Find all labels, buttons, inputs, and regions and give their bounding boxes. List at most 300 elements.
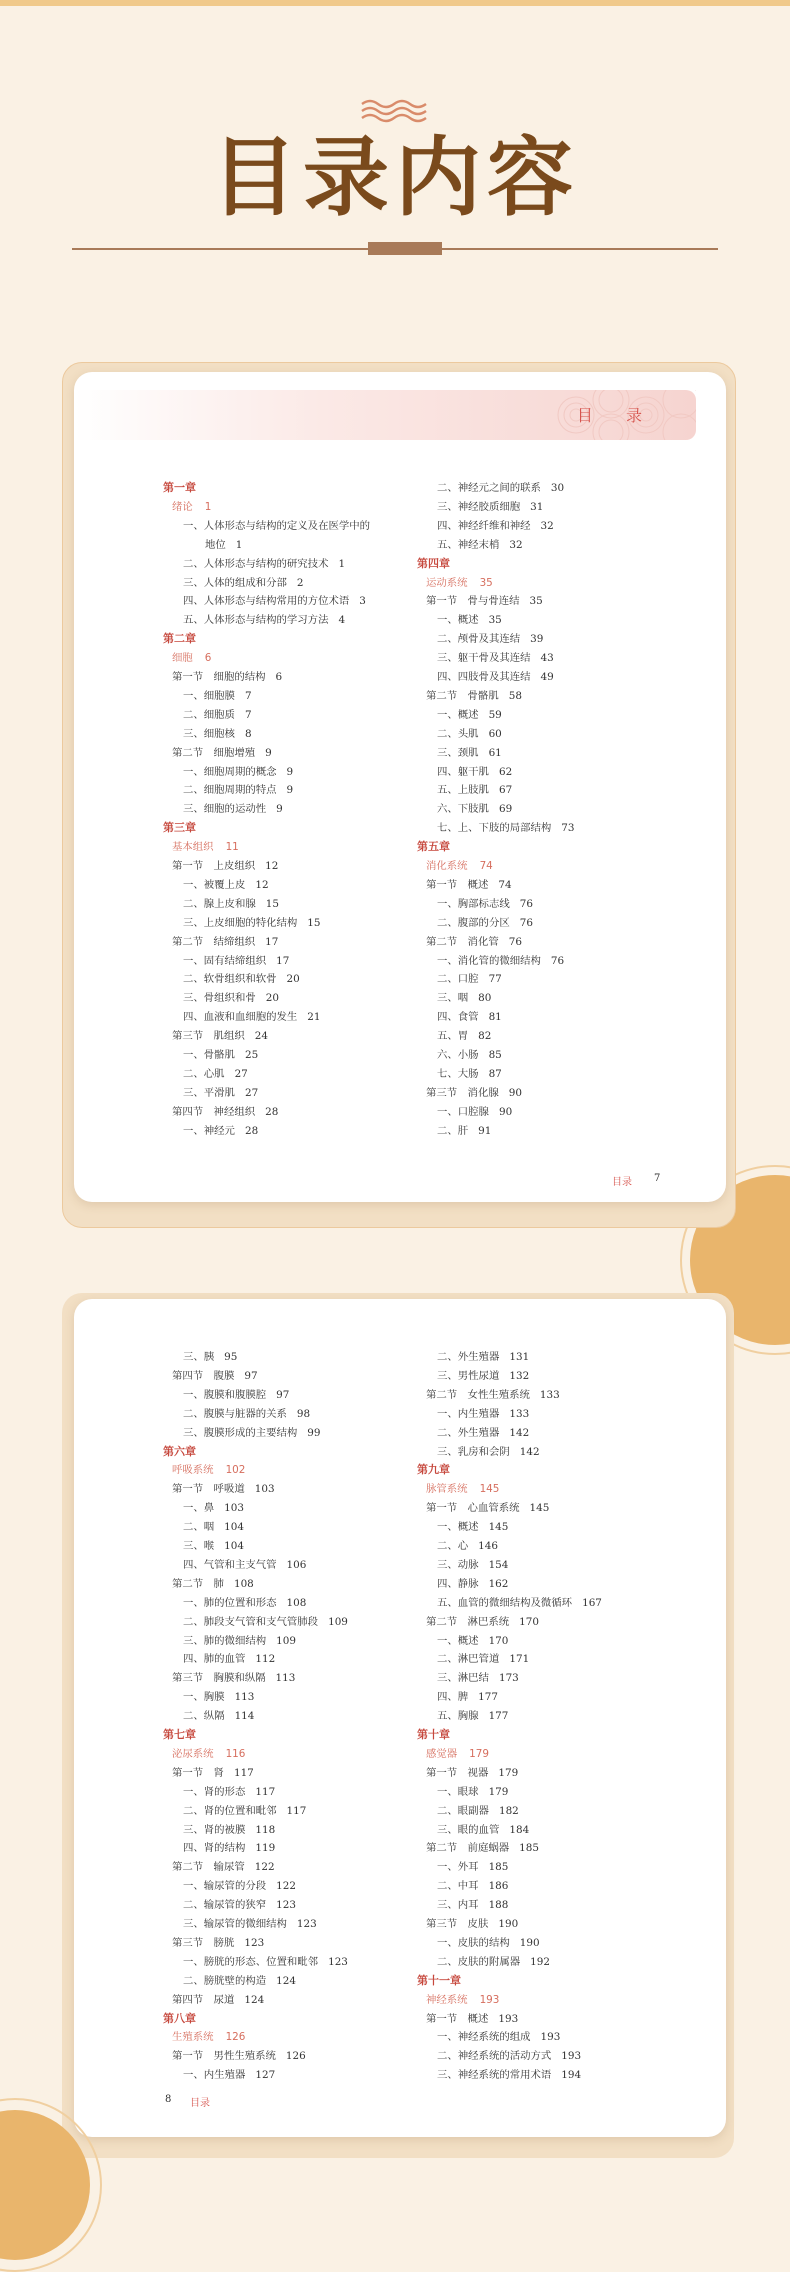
toc-page-number: 173 — [498, 1672, 519, 1685]
toc-item — [437, 1518, 508, 1537]
page-number: 7 — [654, 1173, 661, 1184]
toc-system — [426, 857, 493, 876]
toc-page-number: 91 — [478, 1124, 492, 1137]
toc-entry-title: 三、肺的微细结构 — [183, 1634, 267, 1647]
toc-item — [437, 1650, 529, 1669]
toc-page-number: 184 — [509, 1823, 530, 1836]
toc-entry-title: 四、人体形态与结构常用的方位术语 — [183, 595, 350, 608]
toc-page-number: 24 — [254, 1030, 268, 1043]
toc-page-number: 15 — [307, 916, 321, 929]
toc-entry-title: 第二节 输尿管 — [172, 1861, 245, 1874]
toc-page-number: 179 — [498, 1766, 519, 1779]
toc-page-number: 123 — [328, 1955, 348, 1968]
toc-page-number: 133 — [509, 1407, 530, 1420]
toc-entry-title: 五、上肢肌 — [437, 784, 489, 797]
toc-entry-title: 第九章 — [417, 1463, 450, 1477]
toc-entry-title: 三、人体的组成和分部 — [183, 576, 287, 589]
toc-entry-title: 一、肺的位置和形态 — [183, 1596, 277, 1609]
toc-item — [183, 706, 252, 725]
toc-page-number: 190 — [498, 1918, 519, 1930]
toc-chapter — [163, 819, 196, 838]
toc-item — [183, 763, 293, 782]
toc-page-number: 32 — [540, 519, 554, 532]
toc-entry-title: 四、血液和血细胞的发生 — [183, 1011, 298, 1024]
toc-page-number: 133 — [539, 1388, 560, 1401]
toc-page-number: 73 — [561, 822, 575, 835]
toc-system — [172, 1745, 245, 1764]
toc-page-number: 25 — [244, 1049, 259, 1061]
toc-item — [183, 970, 300, 989]
toc-page-number: 177 — [478, 1691, 499, 1704]
footer-label: 目录 — [612, 1177, 632, 1188]
toc-page-number: 17 — [276, 954, 290, 967]
toc-entry-title: 四、四肢骨及其连结 — [437, 671, 531, 683]
toc-entry-title: 第三节 皮肤 — [426, 1918, 489, 1930]
toc-item — [437, 1405, 529, 1424]
toc-page-number: 61 — [488, 746, 502, 759]
toc-page-number: 193 — [479, 1993, 500, 2006]
toc-item — [437, 2066, 581, 2085]
toc-item — [183, 1556, 306, 1575]
toc-page-number: 12 — [255, 878, 269, 891]
toc-item — [183, 1594, 306, 1613]
toc-item — [437, 1537, 498, 1556]
toc-entry-title: 二、头肌 — [437, 727, 479, 740]
toc-entry-title: 三、躯干骨及其连结 — [437, 652, 531, 665]
toc-entry-title: 一、内生殖器 — [183, 2069, 246, 2082]
toc-page-number: 97 — [244, 1369, 258, 1382]
toc-page-number: 104 — [224, 1540, 245, 1552]
toc-section — [172, 933, 278, 952]
toc-entry-title: 一、固有结缔组织 — [183, 954, 267, 967]
toc-entry-title: 消化系统 — [426, 860, 468, 872]
toc-entry-title: 三、动脉 — [437, 1558, 479, 1571]
toc-page-number: 122 — [254, 1861, 275, 1874]
toc-entry-title: 三、颈肌 — [437, 746, 479, 759]
wave-ornament-icon — [360, 98, 430, 124]
toc-item — [183, 1953, 348, 1972]
toc-entry-title: 三、骨组织和骨 — [183, 992, 256, 1005]
toc-page-number: 9 — [276, 803, 283, 816]
toc-item — [437, 498, 543, 517]
toc-entry-title: 二、咽 — [183, 1521, 215, 1534]
hero-divider-bar — [368, 242, 442, 255]
toc-item — [437, 1707, 508, 1726]
toc-entry-title: 三、肾的被膜 — [183, 1823, 246, 1836]
toc-entry-title: 二、膀胱壁的构造 — [183, 1974, 267, 1987]
toc-page-number: 126 — [285, 2050, 306, 2063]
toc-entry-title: 二、外生殖器 — [437, 1426, 500, 1439]
toc-item — [183, 876, 269, 895]
toc-page-number: 9 — [286, 765, 294, 778]
toc-entry-title: 二、腹膜与脏器的关系 — [183, 1407, 287, 1420]
toc-page-number: 80 — [478, 992, 492, 1005]
toc-section — [426, 1915, 518, 1934]
footer-label: 目录 — [190, 2098, 210, 2109]
toc-page-number: 154 — [488, 1558, 509, 1571]
toc-page-number: 142 — [519, 1445, 540, 1458]
toc-entry-title: 二、细胞质 — [183, 708, 235, 721]
toc-page-number: 170 — [488, 1634, 509, 1647]
toc-item — [437, 536, 523, 555]
toc-entry-title: 二、纵隔 — [183, 1710, 225, 1723]
toc-entry-title: 第三节 肌组织 — [172, 1030, 245, 1043]
toc-section — [172, 1764, 254, 1783]
toc-page-number: 62 — [498, 765, 513, 778]
toc-entry-title: 六、小肠 — [437, 1049, 479, 1061]
toc-page-number: 8 — [244, 727, 252, 740]
toc-section — [172, 2047, 306, 2066]
toc-page-number: 69 — [498, 803, 513, 816]
toc-section — [426, 687, 522, 706]
toc-page-number: 28 — [244, 1124, 259, 1137]
toc-chapter — [417, 1972, 461, 1991]
toc-page-number: 1 — [338, 557, 346, 570]
toc-entry-title: 一、细胞膜 — [183, 689, 235, 702]
toc-item — [437, 725, 502, 744]
page-number: 8 — [165, 2094, 172, 2105]
toc-page-two — [74, 1299, 726, 2137]
toc-page-number: 179 — [469, 1747, 490, 1760]
toc-entry-title: 第六章 — [163, 1444, 196, 1458]
toc-page-number: 43 — [540, 652, 554, 665]
toc-page-number: 35 — [529, 595, 543, 608]
toc-entry-title: 第一节 视器 — [426, 1766, 489, 1779]
toc-item — [183, 1386, 289, 1405]
toc-entry-title: 二、肺段支气管和支气管肺段 — [183, 1615, 319, 1628]
toc-section — [426, 1613, 539, 1632]
toc-page-number: 114 — [234, 1710, 255, 1723]
top-accent-bar — [0, 0, 790, 6]
toc-entry-title: 四、神经纤维和神经 — [437, 519, 531, 532]
toc-page-number: 76 — [550, 954, 565, 967]
toc-page-number: 123 — [244, 1936, 265, 1949]
toc-page-number: 74 — [479, 860, 493, 872]
toc-entry-title: 五、胸腺 — [437, 1710, 479, 1723]
toc-item — [437, 744, 502, 763]
toc-entry-title: 一、内生殖器 — [437, 1407, 500, 1420]
toc-chapter — [163, 1443, 196, 1462]
toc-page-number: 116 — [225, 1747, 246, 1760]
toc-item — [183, 1122, 258, 1141]
toc-page-number: 20 — [286, 973, 300, 986]
toc-page-number: 98 — [296, 1407, 311, 1420]
toc-item — [437, 895, 533, 914]
toc-section — [426, 1386, 560, 1405]
toc-page-number: 59 — [488, 708, 502, 721]
toc-item — [183, 592, 366, 611]
toc-entry-title: 第十一章 — [417, 1973, 461, 1987]
toc-section — [426, 2010, 518, 2029]
toc-entry-title: 一、肾的形态 — [183, 1785, 246, 1798]
toc-page-number: 58 — [508, 689, 522, 702]
toc-item — [437, 2028, 560, 2047]
toc-item — [183, 1707, 254, 1726]
toc-item — [437, 668, 554, 687]
toc-entry-title: 四、躯干肌 — [437, 765, 489, 778]
toc-entry-title: 一、概述 — [437, 1521, 479, 1534]
toc-page-number: 9 — [265, 746, 272, 759]
toc-entry-title: 三、输尿管的微细结构 — [183, 1918, 287, 1930]
toc-item — [183, 1688, 254, 1707]
toc-item — [183, 725, 252, 744]
toc-page-number: 2 — [296, 576, 304, 589]
toc-entry-title: 二、皮肤的附属器 — [437, 1955, 521, 1968]
toc-entry-title: 第二节 骨骼肌 — [426, 689, 499, 702]
toc-entry-title: 第一节 概述 — [426, 878, 489, 891]
toc-entry-title: 神经系统 — [426, 1993, 468, 2006]
toc-page-number: 11 — [225, 841, 239, 854]
toc-entry-title: 第四章 — [417, 556, 450, 570]
toc-page-number: 179 — [488, 1785, 509, 1798]
toc-item — [437, 819, 575, 838]
toc-entry-title: 感觉器 — [426, 1747, 458, 1760]
toc-item — [437, 649, 554, 668]
toc-page-number: 87 — [488, 1067, 502, 1080]
toc-section — [172, 1669, 295, 1688]
toc-page-number: 190 — [519, 1936, 540, 1949]
toc-item — [183, 1802, 306, 1821]
toc-entry-title: 一、眼球 — [437, 1785, 479, 1798]
toc-page-number: 113 — [275, 1672, 296, 1685]
toc-entry-title: 一、消化管的微细结构 — [437, 954, 541, 967]
toc-entry-title: 三、淋巴结 — [437, 1672, 489, 1685]
toc-chapter — [417, 1726, 450, 1745]
toc-item — [437, 952, 564, 971]
toc-page-number: 126 — [225, 2031, 246, 2044]
toc-page-number: 4 — [338, 614, 346, 627]
toc-page-number: 171 — [509, 1653, 530, 1666]
toc-entry-title: 二、心 — [437, 1540, 469, 1552]
toc-page-number: 76 — [519, 916, 533, 929]
toc-entry-title: 一、腹膜和腹膜腔 — [183, 1388, 267, 1401]
toc-entry-title: 地位 — [205, 538, 226, 551]
toc-entry-title: 第一节 上皮组织 — [172, 860, 256, 872]
toc-item — [183, 611, 345, 630]
toc-item — [437, 800, 512, 819]
toc-section — [426, 1764, 518, 1783]
toc-entry-title: 二、细胞周期的特点 — [183, 784, 277, 797]
toc-page-number: 185 — [488, 1861, 509, 1874]
toc-page-number: 35 — [479, 576, 493, 589]
toc-item — [183, 952, 289, 971]
toc-page-number: 60 — [488, 727, 502, 740]
toc-entry-title: 六、下肢肌 — [437, 803, 489, 816]
toc-entry-title: 绪论 — [172, 500, 193, 513]
toc-item — [437, 763, 512, 782]
toc-entry-title: 生殖系统 — [172, 2031, 214, 2044]
toc-page-number: 1 — [235, 538, 243, 551]
toc-item — [183, 1877, 296, 1896]
toc-item — [183, 800, 283, 819]
toc-entry-title: 第一章 — [163, 481, 196, 494]
toc-page-number: 185 — [519, 1842, 539, 1855]
toc-section — [172, 857, 278, 876]
toc-item — [183, 1046, 258, 1065]
toc-entry-title: 第一节 细胞的结构 — [172, 671, 266, 683]
toc-page-number: 49 — [540, 671, 554, 683]
toc-page-number: 193 — [540, 2031, 561, 2044]
toc-entry-title: 二、软骨组织和软骨 — [183, 973, 277, 986]
toc-page-number: 3 — [359, 595, 366, 608]
toc-entry-title: 一、细胞周期的概念 — [183, 765, 277, 778]
toc-entry-title: 一、概述 — [437, 614, 479, 627]
toc-page-number: 31 — [530, 500, 544, 513]
toc-chapter — [417, 838, 450, 857]
toc-item — [437, 1877, 508, 1896]
toc-entry-title: 三、腹膜形成的主要结构 — [183, 1426, 298, 1439]
toc-entry-title: 四、肺的血管 — [183, 1653, 246, 1666]
toc-item — [183, 574, 304, 593]
toc-entry-title: 二、淋巴管道 — [437, 1653, 500, 1666]
toc-entry-title: 一、概述 — [437, 1634, 479, 1647]
toc-page-number: 186 — [488, 1880, 509, 1893]
toc-item — [183, 687, 252, 706]
toc-item — [437, 989, 491, 1008]
toc-entry-title: 四、脾 — [437, 1691, 469, 1704]
toc-section — [172, 1991, 264, 2010]
toc-entry-title: 第四节 尿道 — [172, 1993, 235, 2006]
toc-page-number: 182 — [498, 1804, 519, 1817]
toc-page-number: 85 — [488, 1049, 502, 1061]
toc-entry-title: 三、眼的血管 — [437, 1823, 500, 1836]
toc-section — [172, 744, 272, 763]
toc-page-number: 15 — [265, 897, 279, 910]
toc-page-number: 103 — [224, 1502, 245, 1515]
toc-entry-title: 第三章 — [163, 821, 196, 835]
toc-page-number: 117 — [255, 1785, 276, 1798]
toc-entry-title: 四、肾的结构 — [183, 1842, 246, 1855]
toc-page-number: 145 — [488, 1521, 509, 1534]
toc-page-number: 192 — [530, 1955, 550, 1968]
toc-page-number: 35 — [488, 614, 502, 627]
toc-section — [426, 1084, 522, 1103]
toc-chapter — [163, 630, 196, 649]
toc-item — [183, 1084, 258, 1103]
toc-item — [437, 1858, 508, 1877]
toc-page-number: 118 — [255, 1823, 276, 1836]
toc-entry-title: 一、神经系统的组成 — [437, 2031, 531, 2044]
toc-entry-title: 一、皮肤的结构 — [437, 1936, 510, 1949]
toc-section — [172, 1027, 268, 1046]
toc-entry-title: 泌尿系统 — [172, 1747, 214, 1760]
toc-entry-title: 二、颅骨及其连结 — [437, 633, 521, 646]
toc-page-number: 142 — [509, 1426, 530, 1439]
toc-entry-title: 基本组织 — [172, 841, 214, 854]
toc-page-number: 7 — [244, 689, 252, 702]
toc-entry-title: 七、上、下肢的局部结构 — [437, 822, 552, 835]
toc-item — [437, 1122, 491, 1141]
toc-page-number: 17 — [265, 935, 279, 948]
toc-entry-title: 第三节 胸膜和纵隔 — [172, 1672, 266, 1685]
toc-entry-title: 三、上皮细胞的特化结构 — [183, 916, 298, 929]
toc-item — [437, 781, 512, 800]
toc-item — [183, 1065, 248, 1084]
toc-entry-title: 三、细胞核 — [183, 727, 235, 740]
toc-page-number: 103 — [254, 1483, 275, 1496]
toc-item — [437, 1934, 540, 1953]
toc-entry-title: 三、咽 — [437, 992, 469, 1005]
toc-header-band — [74, 390, 696, 440]
toc-entry-title: 一、口腔腺 — [437, 1105, 489, 1118]
toc-system — [172, 649, 211, 668]
toc-page-number: 122 — [276, 1880, 296, 1893]
toc-item — [437, 1103, 512, 1122]
toc-page-number: 124 — [276, 1974, 296, 1987]
toc-entry-title: 三、平滑肌 — [183, 1086, 235, 1099]
toc-page-number: 90 — [508, 1086, 522, 1099]
toc-system — [172, 838, 239, 857]
toc-entry-title: 二、人体形态与结构的研究技术 — [183, 557, 329, 570]
toc-entry-title: 第二节 女性生殖系统 — [426, 1388, 530, 1401]
toc-page-number: 132 — [509, 1369, 530, 1382]
toc-page-number: 7 — [244, 708, 252, 721]
toc-item — [437, 1424, 529, 1443]
toc-item — [183, 914, 321, 933]
toc-page-number: 145 — [479, 1483, 500, 1496]
toc-page-number: 127 — [255, 2069, 276, 2082]
toc-item — [437, 517, 554, 536]
toc-entry-title: 第七章 — [163, 1728, 196, 1741]
toc-page-number: 67 — [498, 784, 513, 797]
toc-entry-title: 第一节 呼吸道 — [172, 1483, 245, 1496]
toc-entry-title: 三、喉 — [183, 1540, 215, 1552]
toc-page-number: 99 — [307, 1426, 321, 1439]
toc-item — [437, 479, 564, 498]
toc-entry-title: 一、胸部标志线 — [437, 897, 510, 910]
toc-item — [183, 1613, 348, 1632]
toc-page-number: 119 — [255, 1842, 276, 1855]
toc-entry-title: 第二节 消化管 — [426, 935, 499, 948]
toc-item — [183, 555, 345, 574]
toc-page-one — [74, 372, 726, 1202]
toc-header-title: 目 录 — [576, 406, 656, 425]
toc-entry-title: 细胞 — [172, 652, 193, 665]
toc-item — [437, 914, 533, 933]
toc-entry-title: 第二节 肺 — [172, 1577, 224, 1590]
toc-item — [437, 970, 502, 989]
toc-entry-title: 二、神经元之间的联系 — [437, 482, 541, 494]
toc-item — [183, 517, 370, 536]
toc-chapter — [417, 555, 450, 574]
toc-entry-title: 第四节 腹膜 — [172, 1369, 235, 1382]
toc-system — [426, 1991, 499, 2010]
toc-section — [172, 668, 282, 687]
toc-item — [437, 1821, 529, 1840]
toc-page-number: 112 — [255, 1653, 276, 1666]
toc-item — [183, 1008, 321, 1027]
toc-page-number: 82 — [478, 1030, 492, 1043]
toc-item — [183, 1839, 275, 1858]
toc-entry-title: 运动系统 — [426, 576, 468, 589]
toc-page-number: 90 — [498, 1105, 513, 1118]
toc-section — [426, 933, 522, 952]
toc-entry-title: 第五章 — [417, 840, 450, 854]
toc-entry-title: 一、输尿管的分段 — [183, 1880, 267, 1893]
toc-page-number: 106 — [286, 1558, 307, 1571]
toc-item — [183, 1915, 317, 1934]
toc-page-number: 167 — [582, 1596, 602, 1609]
toc-page-number: 146 — [478, 1540, 499, 1552]
toc-page-number: 117 — [286, 1804, 307, 1817]
toc-entry-title: 呼吸系统 — [172, 1464, 214, 1477]
toc-section — [426, 1499, 549, 1518]
toc-entry-title: 五、神经末梢 — [437, 538, 500, 551]
toc-item — [437, 1783, 508, 1802]
toc-page-number: 81 — [488, 1011, 502, 1024]
toc-item — [437, 630, 543, 649]
toc-entry-title: 四、静脉 — [437, 1577, 479, 1590]
